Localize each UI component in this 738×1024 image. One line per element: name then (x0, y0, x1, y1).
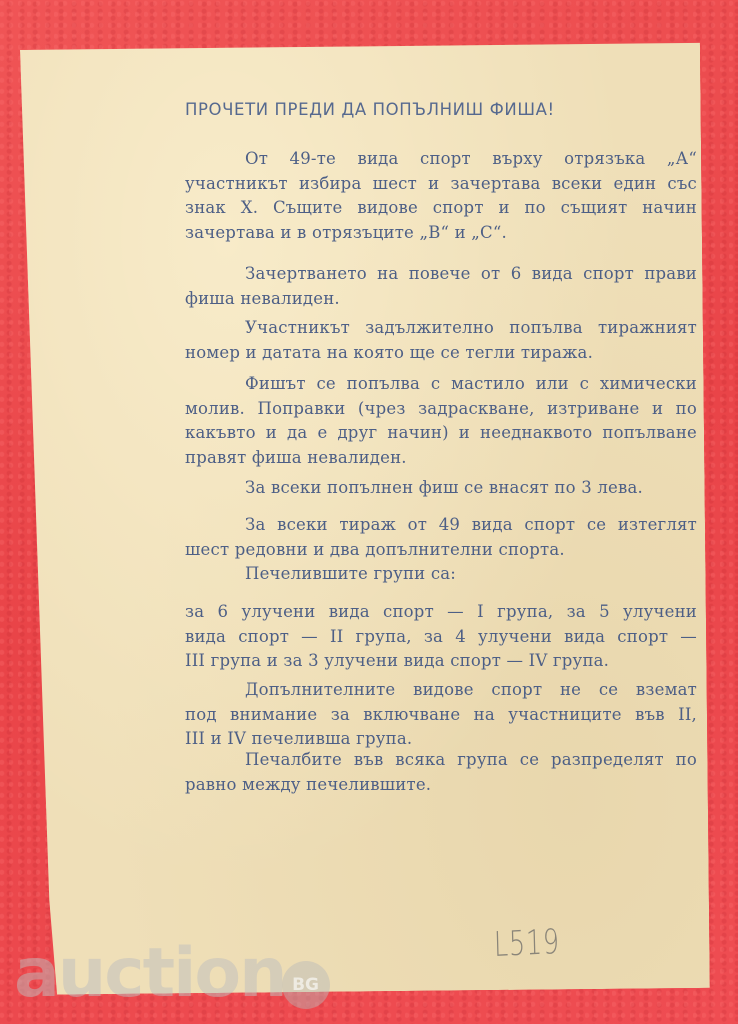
paragraph-line: участникът избира шест и зачертава всеки един със (185, 173, 697, 193)
paragraph-6 (185, 513, 697, 562)
paragraph-line: III група и за 3 улучени вида спорт — IV група. (185, 651, 610, 670)
paragraph-line: От 49-те вида спорт върху отрязъка „А“ (245, 149, 697, 168)
paragraph-line: III и IV печеливша група. (185, 729, 413, 748)
paragraph-line: под внимание за включване на участниците във II, (185, 704, 697, 724)
paragraph-8 (185, 600, 697, 674)
paragraph-line: Печелившите групи са: (245, 564, 457, 583)
paragraph-line: номер и датата на която ще се тегли тиража. (185, 342, 594, 362)
watermark-badge-icon: BG (282, 961, 330, 1009)
paragraph-line: шест редовни и два допълнителни спорта. (185, 539, 565, 559)
document-title: ПРОЧЕТИ ПРЕДИ ДА ПОПЪЛНИШ ФИША! (185, 100, 555, 119)
paragraph-3 (185, 316, 697, 365)
paragraph-line: Фишът се попълва с мастило или с химически (245, 374, 697, 393)
watermark (14, 934, 330, 1013)
paragraph-1 (185, 147, 697, 245)
paragraph-line: За всеки попълнен фиш се внасят по 3 лева. (245, 478, 643, 497)
paragraph-line: Участникът задължително попълва тиражният (245, 318, 697, 337)
paragraph-10 (185, 748, 697, 797)
paragraph-line: фиша невалиден. (185, 288, 340, 308)
paragraph-line: За всеки тираж от 49 вида спорт се изтеглят (245, 515, 697, 534)
paragraph-line: молив. Поправки (чрез задраскване, изтриване и по (185, 398, 697, 418)
paragraph-7 (185, 562, 697, 587)
paragraph-4 (185, 372, 697, 470)
paragraph-line: зачертава и в отрязъците „В“ и „С“. (185, 222, 507, 242)
handwritten-note: L519 (493, 921, 561, 965)
paragraph-line: Печалбите във всяка група се разпределят по (245, 750, 697, 769)
paragraph-line: правят фиша невалиден. (185, 447, 407, 467)
paragraph-line: равно между печелившите. (185, 774, 432, 794)
paragraph-line: за 6 улучени вида спорт — I група, за 5 улучени (185, 602, 697, 621)
paragraph-line: знак Х. Същите видове спорт и по същият начин (185, 198, 697, 217)
paragraph-5 (185, 476, 697, 501)
paragraph-2 (185, 262, 697, 311)
paragraph-line: Допълнителните видове спорт не се вземат (245, 680, 697, 699)
paragraph-line: вида спорт — II група, за 4 улучени вида спорт — (185, 626, 697, 646)
watermark-text: auction (14, 934, 286, 1013)
paragraph-line: Зачертването на повече от 6 вида спорт прави (245, 264, 697, 283)
paragraph-9 (185, 678, 697, 752)
paragraph-line: какъвто и да е друг начин) и нееднаквото попълване (185, 423, 697, 442)
